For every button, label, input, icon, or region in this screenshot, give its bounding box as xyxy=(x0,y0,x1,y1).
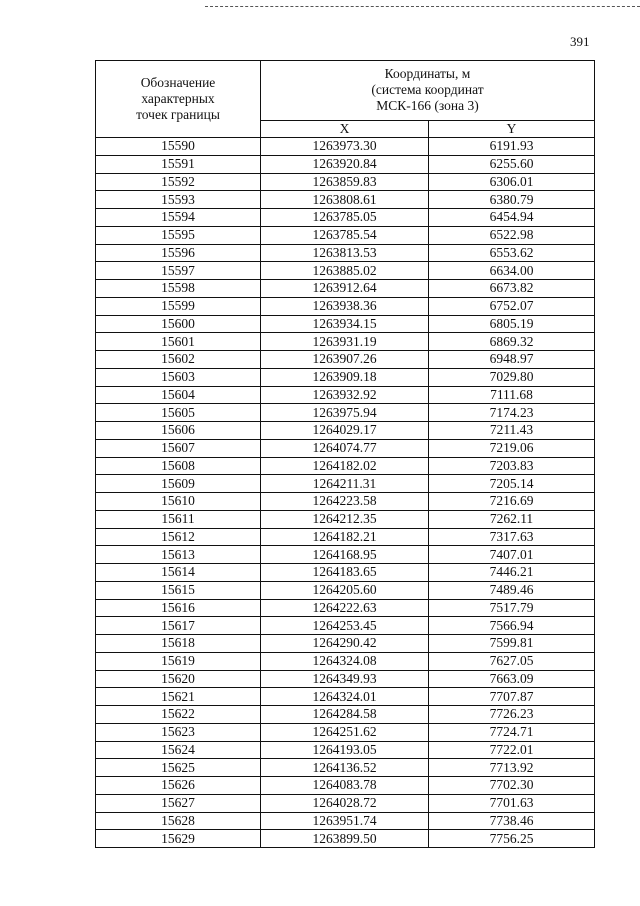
top-dashed-rule xyxy=(205,6,640,7)
x-cell: 1264212.35 xyxy=(261,510,429,528)
x-cell: 1263934.15 xyxy=(261,315,429,333)
y-cell: 7219.06 xyxy=(429,439,595,457)
point-cell: 15610 xyxy=(96,493,261,511)
table-row xyxy=(96,617,595,635)
x-cell: 1263951.74 xyxy=(261,812,429,830)
x-cell: 1264284.58 xyxy=(261,706,429,724)
table-row xyxy=(96,439,595,457)
header-point-line-2: характерных xyxy=(141,91,215,106)
y-cell: 7262.11 xyxy=(429,510,595,528)
y-cell: 7216.69 xyxy=(429,493,595,511)
table-row xyxy=(96,386,595,404)
header-coords-line-2: (система координат xyxy=(371,82,484,98)
table-row xyxy=(96,209,595,227)
table-row xyxy=(96,457,595,475)
y-cell: 7722.01 xyxy=(429,741,595,759)
point-cell: 15627 xyxy=(96,794,261,812)
table-row xyxy=(96,581,595,599)
x-cell: 1263885.02 xyxy=(261,262,429,280)
header-row-main xyxy=(96,61,595,121)
y-cell: 6255.60 xyxy=(429,155,595,173)
y-cell: 7566.94 xyxy=(429,617,595,635)
y-cell: 7407.01 xyxy=(429,546,595,564)
x-cell: 1264349.93 xyxy=(261,670,429,688)
y-cell: 7517.79 xyxy=(429,599,595,617)
point-cell: 15608 xyxy=(96,457,261,475)
y-cell: 7174.23 xyxy=(429,404,595,422)
point-cell: 15621 xyxy=(96,688,261,706)
header-coordinates xyxy=(261,61,595,121)
x-cell: 1264290.42 xyxy=(261,635,429,653)
y-cell: 6380.79 xyxy=(429,191,595,209)
x-cell: 1264253.45 xyxy=(261,617,429,635)
table-header xyxy=(96,61,595,138)
y-cell: 6553.62 xyxy=(429,244,595,262)
y-cell: 6522.98 xyxy=(429,226,595,244)
y-cell: 7702.30 xyxy=(429,777,595,795)
y-cell: 7203.83 xyxy=(429,457,595,475)
point-cell: 15625 xyxy=(96,759,261,777)
table-row xyxy=(96,670,595,688)
header-point-line-3: точек границы xyxy=(136,107,220,122)
table-row xyxy=(96,280,595,298)
point-cell: 15629 xyxy=(96,830,261,848)
x-cell: 1263920.84 xyxy=(261,155,429,173)
table-row xyxy=(96,475,595,493)
x-cell: 1263931.19 xyxy=(261,333,429,351)
point-cell: 15618 xyxy=(96,635,261,653)
x-cell: 1264222.63 xyxy=(261,599,429,617)
x-cell: 1264182.02 xyxy=(261,457,429,475)
x-cell: 1264251.62 xyxy=(261,723,429,741)
table-row xyxy=(96,564,595,582)
y-cell: 6191.93 xyxy=(429,138,595,156)
point-cell: 15622 xyxy=(96,706,261,724)
point-cell: 15623 xyxy=(96,723,261,741)
table-row xyxy=(96,297,595,315)
x-cell: 1264211.31 xyxy=(261,475,429,493)
y-cell: 7599.81 xyxy=(429,635,595,653)
y-cell: 7627.05 xyxy=(429,652,595,670)
table-row xyxy=(96,830,595,848)
header-coords-line-1: Координаты, м xyxy=(384,66,471,82)
table-row xyxy=(96,315,595,333)
point-cell: 15624 xyxy=(96,741,261,759)
y-cell: 7205.14 xyxy=(429,475,595,493)
point-cell: 15611 xyxy=(96,510,261,528)
x-cell: 1263973.30 xyxy=(261,138,429,156)
point-cell: 15603 xyxy=(96,368,261,386)
y-cell: 6805.19 xyxy=(429,315,595,333)
point-cell: 15599 xyxy=(96,297,261,315)
point-cell: 15597 xyxy=(96,262,261,280)
point-cell: 15601 xyxy=(96,333,261,351)
table-row xyxy=(96,173,595,191)
table-row xyxy=(96,244,595,262)
y-cell: 6454.94 xyxy=(429,209,595,227)
table-row xyxy=(96,422,595,440)
page-number: 391 xyxy=(570,34,590,49)
x-cell: 1263932.92 xyxy=(261,386,429,404)
y-cell: 7446.21 xyxy=(429,564,595,582)
table-row xyxy=(96,723,595,741)
table-row xyxy=(96,191,595,209)
y-cell: 6752.07 xyxy=(429,297,595,315)
x-cell: 1263808.61 xyxy=(261,191,429,209)
table-body xyxy=(96,138,595,848)
point-cell: 15606 xyxy=(96,422,261,440)
point-cell: 15593 xyxy=(96,191,261,209)
table-row xyxy=(96,777,595,795)
table-row xyxy=(96,493,595,511)
x-cell: 1264324.01 xyxy=(261,688,429,706)
table-row xyxy=(96,351,595,369)
y-cell: 7701.63 xyxy=(429,794,595,812)
table-row xyxy=(96,138,595,156)
table-row xyxy=(96,404,595,422)
x-cell: 1264223.58 xyxy=(261,493,429,511)
header-x: X xyxy=(261,120,429,137)
point-cell: 15626 xyxy=(96,777,261,795)
point-cell: 15612 xyxy=(96,528,261,546)
table-row xyxy=(96,688,595,706)
x-cell: 1263785.54 xyxy=(261,226,429,244)
point-cell: 15615 xyxy=(96,581,261,599)
table-row xyxy=(96,812,595,830)
table-row xyxy=(96,794,595,812)
y-cell: 7707.87 xyxy=(429,688,595,706)
y-cell: 6869.32 xyxy=(429,333,595,351)
table-row xyxy=(96,759,595,777)
table-row xyxy=(96,528,595,546)
y-cell: 7317.63 xyxy=(429,528,595,546)
x-cell: 1264183.65 xyxy=(261,564,429,582)
table-row xyxy=(96,599,595,617)
point-cell: 15598 xyxy=(96,280,261,298)
table-row xyxy=(96,635,595,653)
point-cell: 15600 xyxy=(96,315,261,333)
x-cell: 1263899.50 xyxy=(261,830,429,848)
point-cell: 15609 xyxy=(96,475,261,493)
header-point-line-1: Обозначение xyxy=(140,75,216,90)
table-row xyxy=(96,155,595,173)
x-cell: 1264136.52 xyxy=(261,759,429,777)
y-cell: 7724.71 xyxy=(429,723,595,741)
y-cell: 6634.00 xyxy=(429,262,595,280)
table-row xyxy=(96,546,595,564)
point-cell: 15605 xyxy=(96,404,261,422)
table-row xyxy=(96,706,595,724)
x-cell: 1264083.78 xyxy=(261,777,429,795)
x-cell: 1263813.53 xyxy=(261,244,429,262)
table-row xyxy=(96,510,595,528)
y-cell: 7738.46 xyxy=(429,812,595,830)
table-row xyxy=(96,741,595,759)
point-cell: 15591 xyxy=(96,155,261,173)
point-cell: 15594 xyxy=(96,209,261,227)
x-cell: 1264205.60 xyxy=(261,581,429,599)
table-row xyxy=(96,262,595,280)
x-cell: 1264028.72 xyxy=(261,794,429,812)
x-cell: 1263859.83 xyxy=(261,173,429,191)
y-cell: 7663.09 xyxy=(429,670,595,688)
y-cell: 6948.97 xyxy=(429,351,595,369)
x-cell: 1264193.05 xyxy=(261,741,429,759)
y-cell: 6306.01 xyxy=(429,173,595,191)
point-cell: 15614 xyxy=(96,564,261,582)
header-coords-line-3: МСК-166 (зона 3) xyxy=(376,98,479,114)
point-cell: 15617 xyxy=(96,617,261,635)
x-cell: 1263975.94 xyxy=(261,404,429,422)
point-cell: 15607 xyxy=(96,439,261,457)
y-cell: 7713.92 xyxy=(429,759,595,777)
point-cell: 15619 xyxy=(96,652,261,670)
x-cell: 1263909.18 xyxy=(261,368,429,386)
table-row xyxy=(96,333,595,351)
table-row xyxy=(96,226,595,244)
x-cell: 1263907.26 xyxy=(261,351,429,369)
y-cell: 7489.46 xyxy=(429,581,595,599)
point-cell: 15620 xyxy=(96,670,261,688)
header-y: Y xyxy=(429,120,595,137)
y-cell: 6673.82 xyxy=(429,280,595,298)
point-cell: 15628 xyxy=(96,812,261,830)
point-cell: 15604 xyxy=(96,386,261,404)
y-cell: 7756.25 xyxy=(429,830,595,848)
x-cell: 1264182.21 xyxy=(261,528,429,546)
x-cell: 1263938.36 xyxy=(261,297,429,315)
y-cell: 7111.68 xyxy=(429,386,595,404)
table-row xyxy=(96,368,595,386)
x-cell: 1263785.05 xyxy=(261,209,429,227)
x-cell: 1264324.08 xyxy=(261,652,429,670)
y-cell: 7029.80 xyxy=(429,368,595,386)
x-cell: 1263912.64 xyxy=(261,280,429,298)
x-cell: 1264074.77 xyxy=(261,439,429,457)
x-cell: 1264168.95 xyxy=(261,546,429,564)
coordinates-table xyxy=(95,60,595,848)
point-cell: 15602 xyxy=(96,351,261,369)
point-cell: 15595 xyxy=(96,226,261,244)
header-point-designation xyxy=(96,61,261,138)
point-cell: 15592 xyxy=(96,173,261,191)
table-row xyxy=(96,652,595,670)
point-cell: 15590 xyxy=(96,138,261,156)
point-cell: 15596 xyxy=(96,244,261,262)
point-cell: 15613 xyxy=(96,546,261,564)
y-cell: 7726.23 xyxy=(429,706,595,724)
x-cell: 1264029.17 xyxy=(261,422,429,440)
point-cell: 15616 xyxy=(96,599,261,617)
y-cell: 7211.43 xyxy=(429,422,595,440)
